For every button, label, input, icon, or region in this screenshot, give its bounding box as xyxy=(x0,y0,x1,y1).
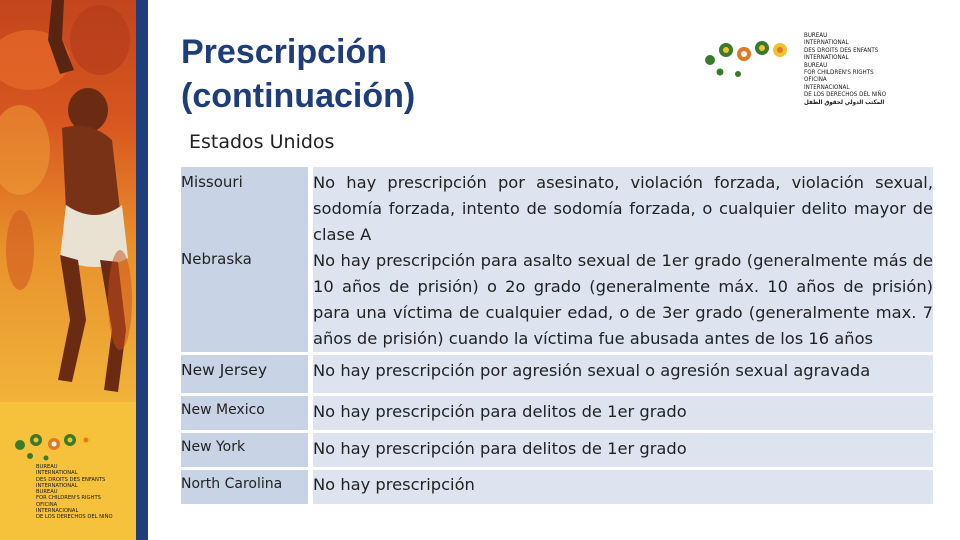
logo-line: INTERNACIONAL xyxy=(804,83,850,91)
sidebar-logo-line: DE LOS DERECHOS DEL NIÑO xyxy=(36,514,113,521)
slide-title: Prescripción (continuación) xyxy=(181,33,416,115)
rule-cell xyxy=(311,167,934,354)
sidebar-logo-line: DES DROITS DES ENFANTS xyxy=(36,476,106,483)
sidebar-logo xyxy=(10,428,134,521)
slide-subtitle: Estados Unidos xyxy=(189,131,335,153)
sidebar-logo-line: FOR CHILDREN'S RIGHTS xyxy=(36,495,101,502)
sidebar-logo-line: INTERNATIONAL xyxy=(36,470,78,477)
logo-line: FOR CHILDREN'S RIGHTS xyxy=(804,69,874,77)
sidebar-logo-flower-icon xyxy=(10,428,100,462)
sidebar-logo-text xyxy=(36,464,113,521)
table-row xyxy=(181,354,933,395)
sidebar-logo-line: OFICINA xyxy=(36,501,58,508)
painted-figure-image xyxy=(0,0,136,402)
rule-text: No hay prescripción por agresión sexual o agresión sexual agravada xyxy=(311,354,934,395)
rule-text: No hay prescripción para asalto sexual de 1er grado (generalmente más de 10 años de prisión) o 2o grado (generalmente máx. 10 años de prisión) para una víctima de cualquier edad, o de 3er grado (generalmente max. 7 años de prisión) cuando la víctima fue abusada antes de los 16 años xyxy=(313,251,933,348)
state-name: Missouri xyxy=(181,173,243,191)
rule-text: No hay prescripción para delitos de 1er grado xyxy=(311,395,934,432)
logo-line: INTERNATIONAL xyxy=(804,39,849,47)
sidebar-logo-line: INTERNACIONAL xyxy=(36,508,79,515)
logo-flower-icon xyxy=(702,30,802,90)
state-name: New York xyxy=(181,432,311,469)
state-name: North Carolina xyxy=(181,469,311,505)
sidebar-blue-edge xyxy=(136,0,148,540)
sidebar-logo-line: BUREAU xyxy=(36,464,58,470)
logo-line: INTERNATIONAL xyxy=(804,54,849,62)
logo-arabic-line: المكتب الدولي لحقوق الطفل xyxy=(804,98,885,106)
state-name: New Mexico xyxy=(181,395,311,432)
logo-line: DE LOS DERECHOS DEL NIÑO xyxy=(804,91,887,99)
table-row xyxy=(181,167,933,354)
sidebar-logo-line: INTERNATIONAL xyxy=(36,482,78,489)
table-row xyxy=(181,469,933,505)
logo-line: OFICINA xyxy=(804,76,827,84)
organization-logo xyxy=(702,30,902,110)
prescription-table xyxy=(181,167,933,504)
table-row xyxy=(181,395,933,432)
logo-line: DES DROITS DES ENFANTS xyxy=(804,46,879,54)
table-row xyxy=(181,432,933,469)
state-cell xyxy=(181,167,311,354)
rule-text: No hay prescripción xyxy=(311,469,934,505)
logo-line: BUREAU xyxy=(804,32,828,39)
sidebar-logo-line: BUREAU xyxy=(36,489,58,496)
sidebar-artwork xyxy=(0,0,136,402)
rule-text: No hay prescripción para delitos de 1er grado xyxy=(311,432,934,469)
sidebar-panel xyxy=(0,0,148,540)
rule-text: No hay prescripción por asesinato, violación forzada, violación sexual, sodomía forzada, intento de sodomía forzada, o cualquier delito mayor de clase A xyxy=(313,173,933,244)
logo-line: BUREAU xyxy=(804,61,828,69)
logo-text xyxy=(804,32,886,106)
state-name: Nebraska xyxy=(181,250,252,268)
state-name: New Jersey xyxy=(181,354,311,395)
